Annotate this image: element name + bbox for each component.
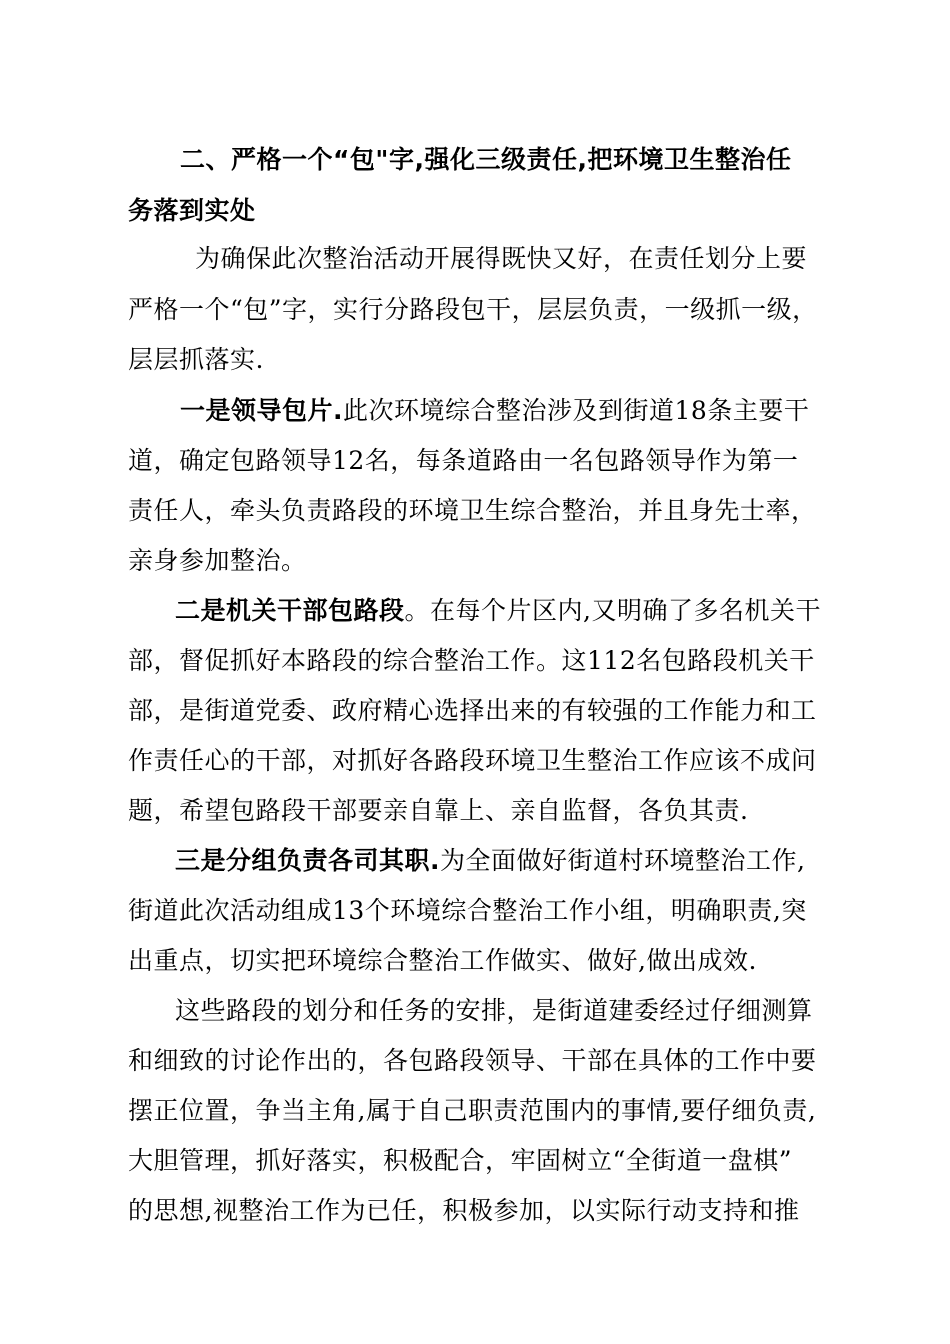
paragraph-2-line-3: 责任人，牵头负责路段的环境卫生综合整治，并且身先士率， (128, 496, 817, 525)
paragraph-1-line-1: 为确保此次整治活动开展得既快又好，在责任划分上要 (195, 244, 808, 273)
paragraph-3-line-4: 作责任心的干部，对抓好各路段环境卫生整治工作应该不成问 (128, 746, 817, 775)
paragraph-5-line-4: 大胆管理，抓好落实，积极配合，牢固树立“全街道一盘棋” (128, 1146, 793, 1175)
paragraph-3-line-3: 部，是街道党委、政府精心选择出来的有较强的工作能力和工 (128, 696, 817, 725)
paragraph-5-line-5: 的思想,视整治工作为已任，积极参加，以实际行动支持和推 (128, 1196, 800, 1225)
paragraph-1-line-3: 层层抓落实. (128, 345, 264, 374)
paragraph-2-lead: 一是领导包片. (180, 396, 343, 425)
paragraph-3-line-1-text: 。在每个片区内,又明确了多名机关干 (404, 596, 821, 625)
paragraph-4-line-3: 出重点，切实把环境综合整治工作做实、做好,做出成效. (128, 946, 757, 975)
section-heading-line-1: 二、严格一个“包"字,强化三级责任,把环境卫生整治任 (180, 145, 792, 174)
paragraph-5-line-1: 这些路段的划分和任务的安排，是街道建委经过仔细测算 (175, 996, 813, 1025)
paragraph-5-line-2: 和细致的讨论作出的，各包路段领导、干部在具体的工作中要 (128, 1046, 817, 1075)
paragraph-4-lead: 三是分组负责各司其职. (175, 846, 440, 875)
paragraph-5-line-3: 摆正位置，争当主角,属于自己职责范围内的事情,要仔细负责, (128, 1096, 817, 1125)
paragraph-4-line-1 (175, 846, 805, 876)
paragraph-4-line-2: 街道此次活动组成13个环境综合整治工作小组，明确职责,突 (128, 896, 807, 925)
paragraph-3-line-5: 题，希望包路段干部要亲自靠上、亲自监督，各负其责. (128, 796, 749, 825)
section-heading-line-2: 务落到实处 (128, 196, 256, 225)
paragraph-3-lead: 二是机关干部包路段 (175, 596, 405, 625)
paragraph-2-line-1 (180, 396, 809, 426)
paragraph-4-line-1-text: 为全面做好街道村环境整治工作, (440, 846, 806, 875)
paragraph-2-line-2: 道，确定包路领导12名，每条道路由一名包路领导作为第一 (128, 446, 799, 475)
paragraph-1-line-2: 严格一个“包”字，实行分路段包干，层层负责，一级抓一级， (128, 295, 818, 324)
paragraph-2-line-4: 亲身参加整治。 (128, 546, 307, 575)
paragraph-2-line-1-text: 此次环境综合整治涉及到街道18条主要干 (343, 396, 810, 425)
paragraph-3-line-1 (175, 596, 821, 626)
paragraph-3-line-2: 部，督促抓好本路段的综合整治工作。这112名包路段机关干 (128, 646, 815, 675)
